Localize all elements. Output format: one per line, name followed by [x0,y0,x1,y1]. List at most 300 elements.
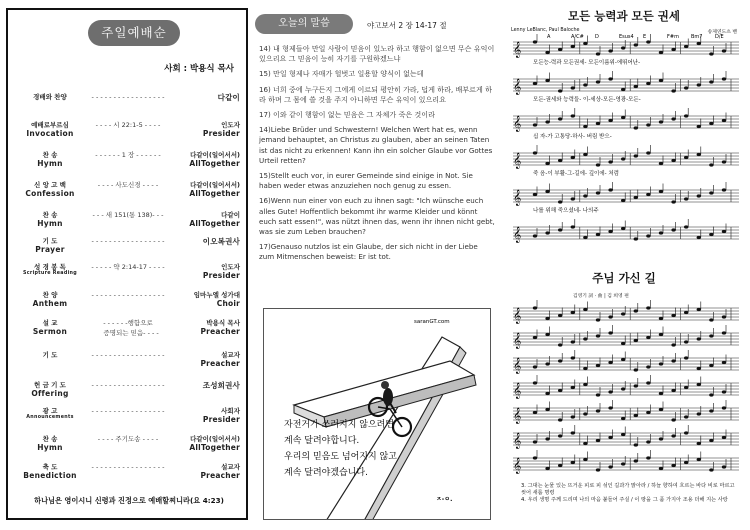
item-leader [203,236,240,247]
note-head [684,340,688,343]
note-head [583,236,587,239]
leader-ko: 다같이(일어서서) [190,181,240,189]
note-head [533,151,537,154]
chord-symbol: Bm7 [691,34,703,40]
note-head [571,156,575,159]
note-head [533,365,537,368]
note-head [722,390,726,393]
note-head [709,233,713,236]
item-detail: - - - - - - - - - - - - - - - - - [91,407,165,415]
note-head [659,190,663,193]
note-head [621,358,625,361]
leader-en: AllTogether [189,189,240,198]
note-head [533,193,537,196]
note-head [722,331,726,334]
note-head [596,364,600,367]
chord-symbol: A [547,34,551,40]
note-head [583,125,587,128]
music-staff [513,400,739,424]
verse-paragraph: 14)Liebe Brüder und Schwestern! Welchen Wert hat es, wenn jemand behauptet, an Christus zu glauben, aber an seinen Taten ist das nicht zu erkennen! Kann ihn ein solcher Glaube vor Gottes Urteil retten? [259,125,493,165]
note-head [659,162,663,165]
item-detail: - - - - - -행함으로 증명되는 믿음- - - - [103,319,159,337]
note-head [634,43,638,46]
note-head [596,468,600,471]
note-head [722,465,726,468]
item-leader [203,120,240,138]
note-head [634,339,638,342]
item-label [12,180,88,198]
leader-ko: 인도자 [221,121,240,129]
leader-ko: 설교자 [221,351,240,359]
note-head [659,231,663,234]
item-name-en: Scripture Reading [23,271,77,276]
item-name-ko: 기 도 [42,351,58,359]
note-head [545,79,549,82]
item-label [12,262,88,276]
music-staff [513,145,739,177]
note-head [571,356,575,359]
note-head [583,412,587,415]
treble-clef-icon: 𝄞 [513,383,522,399]
note-head [646,306,650,309]
note-head [709,318,713,321]
note-head [571,461,575,464]
note-head [634,384,638,387]
note-head [571,431,575,434]
note-head [533,123,537,126]
note-head [659,392,663,395]
note-head [671,418,675,421]
note-head [671,343,675,346]
note-head [722,49,726,52]
item-leader [189,210,240,228]
lyrics-line: 나를 위해 죽으셨네- 나의주 [533,208,599,214]
note-head [533,336,537,339]
item-leader [203,380,240,391]
note-head [684,415,688,418]
note-head [659,120,663,123]
note-head [545,317,549,320]
verse-paragraph: 16) 너희 중에 누구든지 그에게 이르되 평안히 가라, 덥게 하라, 배부르게 하라 하며 그 몸에 쓸 것을 주지 아니하면 무슨 유익이 있으리요 [259,84,492,104]
note-head [671,314,675,317]
treble-clef-icon: 𝄞 [513,190,522,206]
note-head [558,200,562,203]
note-head [634,126,638,129]
note-head [533,440,537,443]
note-head [709,334,713,337]
note-head [583,153,587,156]
item-label [12,150,88,168]
note-head [659,467,663,470]
note-head [709,364,713,367]
item-detail: - - - - - - - - - - - - - - - - - [91,291,165,299]
note-head [596,191,600,194]
note-head [634,154,638,157]
note-head [671,464,675,467]
note-head [533,456,537,459]
leader-en: Preacher [200,471,240,480]
item-name-ko: 기 도 [42,237,58,245]
note-head [634,196,638,199]
note-head [646,440,650,443]
music-staff [513,71,739,103]
lyrics-line: 모든능-력과 모든권세- 모든이름위-에뛰어난- [533,60,641,66]
note-head [659,408,663,411]
treble-clef-icon: 𝄞 [513,116,522,132]
item-leader [218,92,240,103]
item-leader [203,262,240,280]
item-name-en: Invocation [26,129,74,138]
note-head [697,125,701,128]
music-staff [513,182,739,214]
item-detail: - - - - 시 22:1-5 - - - - [95,121,161,129]
item-leader [194,290,240,308]
hymns-panel [503,8,745,520]
leader-en: AllTogether [189,219,240,228]
note-head [558,117,562,120]
note-head [722,436,726,439]
music-staff [513,325,739,349]
note-head [671,48,675,51]
item-name-en: Confession [25,189,75,198]
leader-en: 이오복권사 [202,237,240,246]
note-head [684,86,688,89]
note-head [596,80,600,83]
item-label [12,462,88,480]
note-head [634,85,638,88]
item-label [12,290,88,308]
note-head [659,437,663,440]
item-label [12,434,88,452]
note-head [659,317,663,320]
note-head [571,415,575,418]
note-head [697,42,701,45]
leader-ko: 임마누엘 성가대 [193,291,240,299]
hymn1-title: 모든 능력과 모든 권세 [568,9,680,23]
note-head [684,156,688,159]
music-staff [513,450,739,474]
note-head [722,406,726,409]
leader-en: AllTogether [189,159,240,168]
item-label [12,120,88,138]
item-name-ko: 신 앙 고 백 [34,181,66,189]
note-head [571,340,575,343]
note-head [634,443,638,446]
note-head [646,123,650,126]
hymn2-additional-verses [521,483,741,504]
note-head [608,406,612,409]
note-head [545,408,549,411]
note-head [671,359,675,362]
note-head [558,434,562,437]
note-head [545,333,549,336]
note-head [583,367,587,370]
note-head [545,190,549,193]
leader-en: Choir [216,299,240,308]
note-head [697,458,701,461]
chord-symbol: D/E [715,34,724,40]
music-staff [513,300,739,324]
leader-ko: 박용식 목사 [206,319,240,327]
note-head [684,311,688,314]
note-head [608,331,612,334]
verse-paragraph: 15)Stellt euch vor, in eurer Gemeinde sind einige in Not. Sie haben weder etwas anzuziehen noch genug zu essen. [259,171,473,191]
note-head [558,389,562,392]
note-head [596,334,600,337]
item-label [12,318,88,336]
note-head [659,79,663,82]
leader-en: 다같이 [217,93,240,102]
note-head [558,159,562,162]
leader-en: 조성희권사 [202,381,240,390]
note-head [533,234,537,237]
note-head [709,468,713,471]
item-leader [200,318,240,336]
item-detail: - - - - - 약 2:14-17 - - - - [91,263,165,271]
note-head [571,114,575,117]
note-head [684,356,688,359]
note-head [684,197,688,200]
note-head [671,200,675,203]
item-name-ko: 찬 송 [42,435,58,443]
note-head [558,418,562,421]
item-name-ko: 축 도 [42,463,58,471]
note-head [533,381,537,384]
note-head [634,414,638,417]
note-head [608,315,612,318]
note-head [558,228,562,231]
hymn2-sheet-music [507,300,743,480]
leader-en: Presider [202,129,240,138]
note-head [697,337,701,340]
note-head [621,462,625,465]
music-staff [513,108,739,140]
treble-clef-icon: 𝄞 [513,227,522,243]
note-head [571,225,575,228]
presider-line: 사회 : 박용식 목사 [164,64,234,74]
treble-clef-icon: 𝄞 [513,153,522,169]
note-head [634,237,638,240]
item-leader [200,350,240,368]
note-head [709,439,713,442]
note-head [608,361,612,364]
note-head [545,362,549,365]
note-head [571,311,575,314]
note-head [684,114,688,117]
note-head [596,122,600,125]
item-name-en: Hymn [37,443,63,452]
note-head [621,387,625,390]
hymn1-arranger: 송제연도츠 밴 [707,30,737,35]
note-head [697,308,701,311]
note-head [545,162,549,165]
caption-line: 계속 달려야겠습니다. [284,468,368,478]
note-head [621,88,625,91]
item-label [12,406,88,420]
treble-clef-icon: 𝄞 [513,333,522,349]
caption-line: 우리의 믿음도 넘어지지 않고 [284,452,397,462]
note-head [558,359,562,362]
leader-ko: 다같이(일어서서) [190,435,240,443]
leader-en: Presider [202,271,240,280]
treble-clef-icon: 𝄞 [513,458,522,474]
treble-clef-icon: 𝄞 [513,42,522,58]
note-head [722,77,726,80]
music-staff [513,219,739,243]
note-head [621,116,625,119]
note-head [621,312,625,315]
note-head [646,336,650,339]
note-head [684,45,688,48]
note-head [608,465,612,468]
note-head [697,367,701,370]
note-head [659,362,663,365]
leader-ko: 사회자 [221,407,240,415]
caption-line: 계속 달려야합니다. [284,436,360,446]
note-head [646,40,650,43]
hymn1-credit: Lenny LeBlanc, Paul Baloche [511,28,580,33]
note-head [621,342,625,345]
note-head [596,52,600,55]
item-name-ko: 찬 송 [42,151,58,159]
item-name-ko: 찬 양 [42,291,58,299]
note-head [608,77,612,80]
note-head [684,225,688,228]
note-head [722,230,726,233]
item-name-en: Announcements [26,415,74,420]
hymn1-sheet-music [507,34,743,262]
verse-paragraph: 17) 이와 같이 행함이 없는 믿음은 그 자체가 죽은 것이라 [259,110,435,120]
note-head [722,188,726,191]
note-head [608,119,612,122]
chord-symbol: E [643,34,647,40]
note-head [722,119,726,122]
item-name-ko: 찬 송 [42,211,58,219]
note-head [646,456,650,459]
note-head [583,194,587,197]
note-head [545,437,549,440]
leader-en: Preacher [200,327,240,336]
treble-clef-icon: 𝄞 [513,308,522,324]
note-head [621,433,625,436]
note-head [659,333,663,336]
item-label [12,210,88,228]
cartoon-site-label: saranGT.com [414,319,450,325]
item-detail: - - - - - - - - - - - - - - - - - [91,93,165,101]
note-head [646,411,650,414]
note-head [697,83,701,86]
note-head [571,197,575,200]
note-head [621,199,625,202]
item-name-ko: 예배로부르심 [31,121,69,129]
note-head [596,318,600,321]
chord-symbol: A/C# [571,34,584,40]
note-head [583,42,587,45]
note-head [634,459,638,462]
item-detail: - - - - - - - - - - - - - - - - - [91,351,165,359]
lyrics-line: 모든-권세와 능력들- 이-세상-모든-영광-모든- [533,97,641,103]
scripture-reference: 야고보서 2 장 14-17 절 [367,21,447,30]
note-head [646,234,650,237]
note-head [621,227,625,230]
scripture-text [259,44,495,268]
note-head [684,386,688,389]
item-leader [200,462,240,480]
item-leader [189,180,240,198]
treble-clef-icon: 𝄞 [513,433,522,449]
chord-symbol: F#m [667,34,679,40]
leader-en: Preacher [200,359,240,368]
item-name-en: Anthem [32,299,68,308]
item-name-en: Benediction [23,471,77,480]
item-detail: - - - - - - - - - - - - - - - - - [91,381,165,389]
note-head [583,458,587,461]
note-head [634,309,638,312]
note-head [533,40,537,43]
note-head [558,464,562,467]
note-head [697,412,701,415]
note-head [545,231,549,234]
note-head [545,51,549,54]
item-detail: - - - - 사도신경 - - - - [97,181,159,189]
note-head [709,80,713,83]
note-head [608,230,612,233]
note-head [646,82,650,85]
note-head [671,228,675,231]
note-head [583,442,587,445]
note-head [709,393,713,396]
note-head [558,48,562,51]
note-head [709,409,713,412]
note-head [709,52,713,55]
lyrics-line: 죽 음-이 부활-그-길에- 깊이에- 처럼 [533,171,619,177]
note-head [671,434,675,437]
leader-ko: 인도자 [221,263,240,271]
hymn2-title: 주님 가신 길 [592,271,656,285]
note-head [671,389,675,392]
sermon-panel [255,8,495,520]
worship-footer-verse: 하나님은 영이시니 신령과 진정으로 예배할찌니라(요 4:23) [34,496,224,505]
music-staff [513,425,739,449]
note-head [671,159,675,162]
note-head [545,392,549,395]
item-name-en: Hymn [37,219,63,228]
treble-clef-icon: 𝄞 [513,358,522,374]
note-head [608,160,612,163]
note-head [621,417,625,420]
note-head [558,343,562,346]
item-label [12,350,88,359]
note-head [533,82,537,85]
note-head [671,89,675,92]
note-head [533,306,537,309]
note-head [596,439,600,442]
leader-ko: 다같이 [221,211,240,219]
cartoon-illustration [264,309,491,520]
item-name-ko: 헌 금 기 도 [34,381,66,389]
note-head [646,365,650,368]
item-label [12,92,88,101]
note-head [571,86,575,89]
item-name-ko: 설 교 [42,319,58,327]
leader-ko: 설교자 [221,463,240,471]
note-head [571,45,575,48]
note-head [709,122,713,125]
item-name-en: Sermon [32,327,68,336]
note-head [697,442,701,445]
verse-paragraph: 17)Genauso nutzlos ist ein Glaube, der sich nicht in der Liebe zum Mitmenschen beweist: Er ist tot. [259,242,478,262]
note-head [709,191,713,194]
